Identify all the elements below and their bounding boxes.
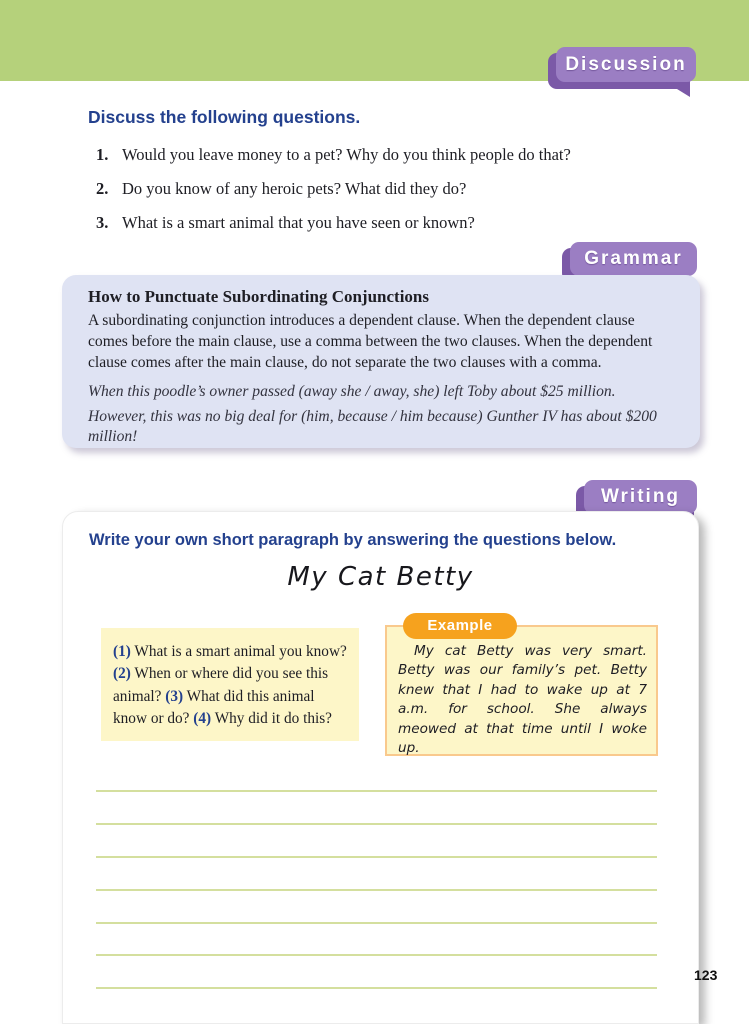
- writing-example-title: My Cat Betty: [287, 562, 474, 592]
- grammar-rule-title: How to Punctuate Subordinating Conjunctions: [88, 287, 430, 306]
- grammar-example-sentence-1: When this poodle’s owner passed (away she / away, she) left Toby about $25 million.: [88, 382, 616, 400]
- discussion-question-3: [96, 213, 686, 233]
- tab-tail: [664, 81, 690, 97]
- answer-line: [96, 790, 657, 792]
- discussion-question-2: [96, 179, 686, 199]
- writing-guide-questions-box: (1) What is a smart animal you know? (2) When or where did you see this animal? (3) What did this animal know or do? (4) Why did it do this?: [101, 628, 359, 741]
- example-paragraph-text: My cat Betty was very smart. Betty was our family’s pet. Betty knew that I had to wake up at 7 a.m. for school. She always meowed at that time until I woke up.: [398, 643, 647, 757]
- discussion-question-1: [96, 145, 686, 165]
- guide-question-number: (1): [113, 643, 131, 660]
- question-text: What is a smart animal that you have seen or known?: [122, 213, 475, 232]
- answer-line: [96, 987, 657, 989]
- grammar-rule-body: A subordinating conjunction introduces a dependent clause. When the dependent clause comes before the main clause, use a comma between the two clauses. When the dependent clause comes after the main clause, do not separate the two clauses with a comma.: [88, 312, 653, 372]
- writing-tab-label: Writing: [584, 480, 697, 514]
- discussion-heading: Discuss the following questions.: [88, 107, 361, 127]
- question-text: Do you know of any heroic pets? What did they do?: [122, 179, 467, 198]
- question-text: Would you leave money to a pet? Why do you think people do that?: [122, 145, 571, 164]
- discussion-tab-label: Discussion: [556, 47, 696, 82]
- writing-prompt: Write your own short paragraph by answering the questions below.: [89, 531, 617, 549]
- answer-line: [96, 856, 657, 858]
- answer-line: [96, 823, 657, 825]
- grammar-rule-box: [62, 275, 700, 448]
- question-number: 3.: [96, 213, 109, 232]
- example-paragraph-box: [385, 617, 658, 757]
- guide-question-number: (4): [193, 710, 212, 728]
- answer-line: [96, 889, 657, 891]
- question-number: 2.: [96, 179, 109, 198]
- guide-question-number: (2): [113, 665, 131, 683]
- example-badge: Example: [403, 613, 517, 639]
- answer-line: [96, 954, 657, 956]
- answer-line: [96, 922, 657, 924]
- grammar-example-sentence-2: However, this was no big deal for (him, because / him because) Gunther IV has about $200 million!: [88, 407, 657, 446]
- question-number: 1.: [96, 145, 109, 164]
- guide-question-number: (3): [165, 687, 184, 705]
- grammar-tab-label: Grammar: [570, 242, 697, 276]
- writing-exercise-box: [62, 511, 699, 1024]
- page-number: 123: [694, 967, 718, 983]
